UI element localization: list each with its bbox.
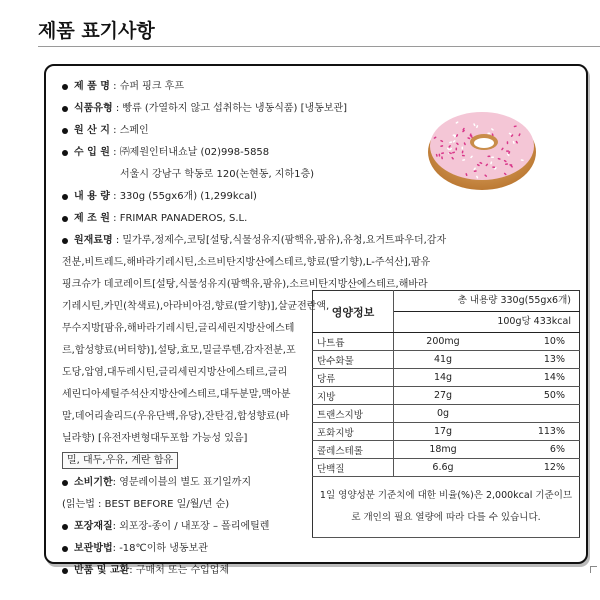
field-value: : 구매처 또는 수입업체 [129, 565, 230, 576]
field-label: 원재료명 [74, 235, 113, 246]
nutrition-note-row [313, 477, 580, 538]
bullet-icon [62, 150, 68, 156]
field-label: 제 조 원 [74, 213, 110, 224]
field-food-type: 식품유형 : 빵류 (가열하지 않고 섭취하는 냉동식품) [냉동보관] [62, 98, 480, 120]
ingredients-line: 핑크슈가 데코레이트[설탕,식물성유지(팜핵유,팜유),소르비탄지방산에스테르,해바라 [62, 279, 428, 290]
nutrition-total: 총 내용량 330g(55gx6개) [394, 291, 580, 312]
field-importer: 수 입 원 : ㈜제원인터내쇼날 (02)998-5858 [62, 142, 480, 164]
nutrient-name: 나트륨 [313, 333, 394, 351]
nutrition-title: 영양정보 [313, 291, 394, 333]
title-divider [38, 46, 600, 47]
nutrition-row [313, 405, 580, 423]
field-value: ㈜제원인터내쇼날 (02)998-5858 [119, 147, 270, 158]
nutrient-percent: 12% [492, 459, 580, 477]
field-label: 보관방법 [74, 543, 113, 554]
field-value: 스페인 [119, 125, 149, 136]
nutrient-percent: 10% [492, 333, 580, 351]
field-label: 제 품 명 [74, 81, 110, 92]
field-value: FRIMAR PANADEROS, S.L. [119, 213, 248, 224]
allergen-box: 밀, 대두,우유, 계란 함유 [62, 452, 178, 469]
sprinkle [453, 134, 456, 136]
nutrition-row [313, 423, 580, 441]
bullet-icon [62, 238, 68, 244]
expiry-note: (읽는법 : BEST BEFORE 일/월/년 순) [62, 499, 230, 510]
nutrient-percent: 113% [492, 423, 580, 441]
nutrient-name: 포화지방 [313, 423, 394, 441]
field-label: 포장재질 [74, 521, 113, 532]
field-manufacturer: 제 조 원 : FRIMAR PANADEROS, S.L. [62, 208, 480, 230]
nutrient-percent: 14% [492, 369, 580, 387]
nutrient-amount: 6.6g [394, 459, 493, 477]
ingredients-line: 르,합성향료(버터향)],설탕,효모,밀글루텐,감자전분,포 [62, 345, 296, 356]
nutrient-name: 단백질 [313, 459, 394, 477]
nutrition-row [313, 369, 580, 387]
nutrition-row [313, 333, 580, 351]
sprinkle [492, 166, 495, 168]
field-label: 반품 및 교환 [74, 565, 130, 576]
bullet-icon [62, 106, 68, 112]
field-returns [62, 560, 480, 582]
page-title: 제품 표기사항 [38, 20, 155, 42]
ingredients-line: 전분,비트레드,해바라기레시틴,소르비탄지방산에스테르,향료(딸기향),L-주석산],팜유 [62, 257, 431, 268]
field-value: 슈퍼 핑크 후프 [119, 81, 185, 92]
field-value: 330g (55gx6개) (1,299kcal) [119, 191, 257, 202]
nutrient-percent: 6% [492, 441, 580, 459]
field-value: : 외포장-종이 / 내포장 – 폴리에틸렌 [112, 521, 270, 532]
corner-mark [590, 566, 597, 573]
sprinkle [507, 141, 509, 144]
nutrition-header [313, 291, 580, 312]
nutrition-table [312, 290, 580, 538]
field-origin: 원 산 지 : 스페인 [62, 120, 480, 142]
nutrient-amount: 14g [394, 369, 493, 387]
nutrient-name: 지방 [313, 387, 394, 405]
nutrient-percent [492, 405, 580, 423]
nutrient-name: 당류 [313, 369, 394, 387]
ingredients-line: 세린디아세틸주석산지방산에스테르,대두분말,맥아분 [62, 389, 291, 400]
field-value: 밀가루,정제수,코팅[설탕,식물성유지(팜핵유,팜유),유청,요거트파우더,감자 [122, 235, 447, 246]
bullet-icon [62, 128, 68, 134]
nutrient-name: 트랜스지방 [313, 405, 394, 423]
field-label: 내 용 량 [74, 191, 110, 202]
sprinkle [487, 155, 490, 157]
ingredients-line: 말,데어리솔리드(우유단백,유당),잔탄검,합성향료(바 [62, 411, 290, 422]
nutrient-amount: 27g [394, 387, 493, 405]
ingredients-line: 기레시틴,카민(착색료),아라비아검,향료(딸기향)],살균전란액, [62, 301, 330, 312]
ingredients-line: 무수지방[팜유,해바라기레시틴,글리세린지방산에스테 [62, 323, 295, 334]
sprinkle [509, 164, 512, 166]
bullet-icon [62, 480, 68, 486]
nutrient-amount: 0g [394, 405, 493, 423]
nutrition-row [313, 351, 580, 369]
donut-image [426, 98, 538, 194]
bullet-icon [62, 568, 68, 574]
nutrient-percent: 50% [492, 387, 580, 405]
field-label: 식품유형 [74, 103, 113, 114]
nutrient-amount: 200mg [394, 333, 493, 351]
sprinkle [455, 147, 457, 150]
nutrient-percent: 13% [492, 351, 580, 369]
nutrient-name: 탄수화물 [313, 351, 394, 369]
field-product-name: 제 품 명 : 슈퍼 핑크 후프 [62, 76, 480, 98]
field-net-weight: 내 용 량 : 330g (55gx6개) (1,299kcal) [62, 186, 480, 208]
field-label: 수 입 원 [74, 147, 110, 158]
nutrient-name: 콜레스테롤 [313, 441, 394, 459]
field-value: : 영문레이블의 별도 표기일까지 [112, 477, 252, 488]
sprinkle [462, 147, 464, 150]
nutrient-amount: 18mg [394, 441, 493, 459]
nutrition-note: 1일 영양성분 기준치에 대한 비율(%)은 2,000kcal 기준이므로 개인의 필요 열량에 따라 다를 수 있습니다. [313, 477, 580, 538]
field-label: 소비기한 [74, 477, 113, 488]
nutrient-amount: 41g [394, 351, 493, 369]
bullet-icon [62, 194, 68, 200]
importer-address: 서울시 강남구 학동로 120(논현동, 지하1층) [120, 169, 315, 180]
field-label: 원 산 지 [74, 125, 110, 136]
field-storage [62, 538, 480, 560]
bullet-icon [62, 524, 68, 530]
field-value: : -18℃이하 냉동보관 [112, 543, 208, 554]
nutrition-row [313, 387, 580, 405]
nutrition-row [313, 441, 580, 459]
nutrition-per-serving: 100g당 433kcal [394, 312, 580, 333]
nutrient-amount: 17g [394, 423, 493, 441]
sprinkle [491, 156, 494, 158]
nutrition-row [313, 459, 580, 477]
bullet-icon [62, 84, 68, 90]
field-ingredients: 원재료명 : 밀가루,정제수,코팅[설탕,식물성유지(팜핵유,팜유),유청,요거트파우더,감자 [62, 230, 480, 252]
field-value: 빵류 (가열하지 않고 섭취하는 냉동식품) [냉동보관] [122, 103, 348, 114]
bullet-icon [62, 546, 68, 552]
ingredients-line: 닐라향) [유전자변형대두포함 가능성 있음] [62, 433, 248, 444]
sprinkle [487, 133, 490, 135]
bullet-icon [62, 216, 68, 222]
donut-hole-inner [474, 138, 494, 148]
sprinkle [506, 150, 509, 152]
ingredients-line: 도당,압염,대두레시틴,글리세린지방산에스테르,글리 [62, 367, 288, 378]
